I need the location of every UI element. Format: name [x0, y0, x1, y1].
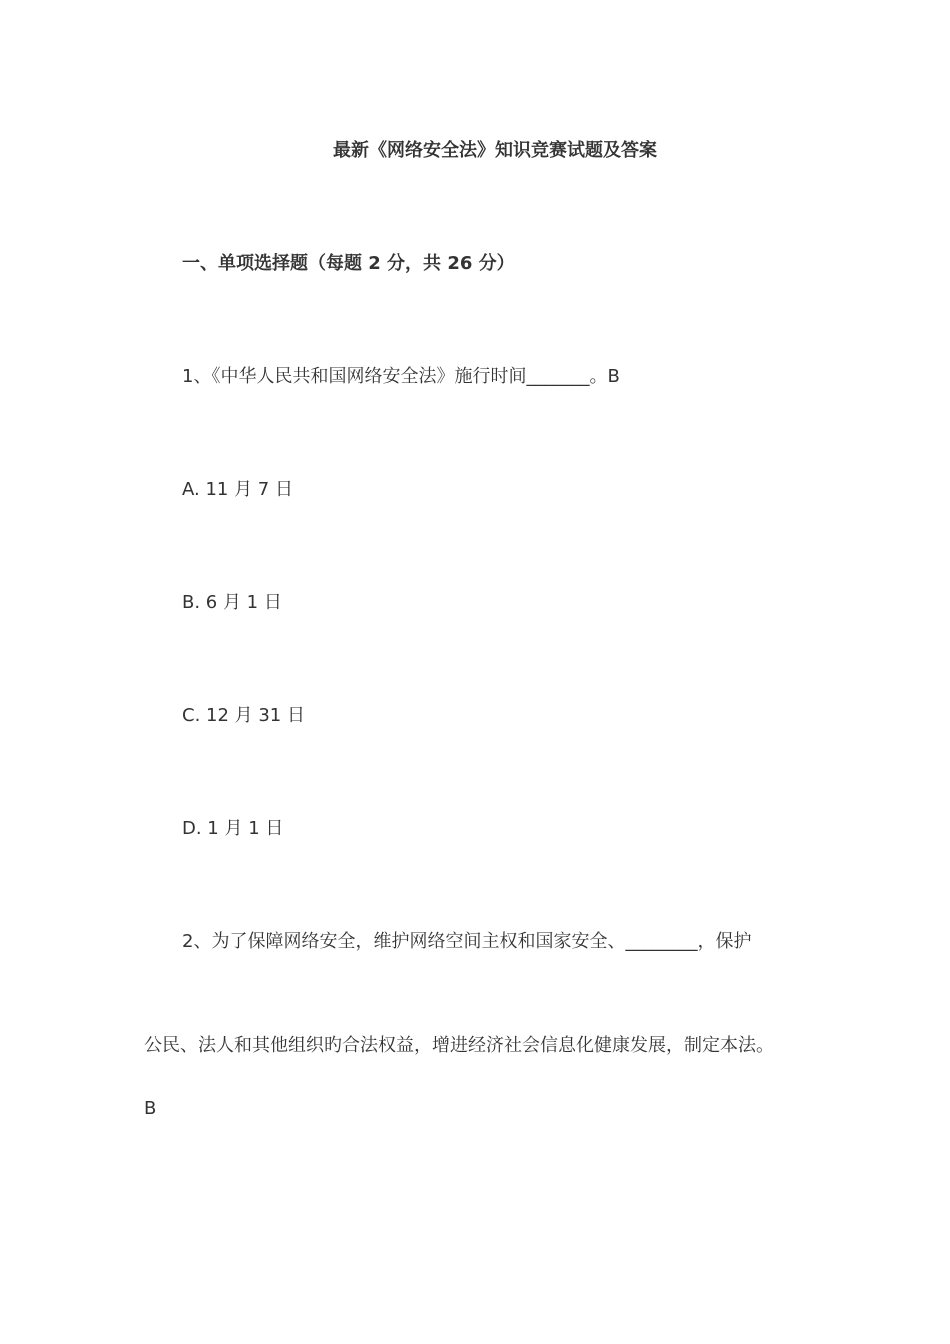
- question-1-option-c: C. 12 月 31 日: [182, 705, 305, 726]
- question-1-option-d: D. 1 月 1 日: [182, 818, 284, 839]
- document-title: 最新《网络安全法》知识竞赛试题及答案: [333, 140, 657, 161]
- question-2-answer: B: [144, 1098, 157, 1119]
- section-heading: 一、单项选择题（每题 2 分，共 26 分）: [182, 253, 515, 274]
- question-1-option-b: B. 6 月 1 日: [182, 592, 282, 613]
- question-2-text-line1: 2、为了保障网络安全，维护网络空间主权和国家安全、________，保护: [182, 931, 752, 952]
- question-2-text-line2: 公民、法人和其他组织旳合法权益，增进经济社会信息化健康发展，制定本法。: [144, 1035, 774, 1056]
- question-1-text: 1、《中华人民共和国网络安全法》施行时间_______。B: [182, 366, 620, 387]
- question-1-option-a: A. 11 月 7 日: [182, 479, 293, 500]
